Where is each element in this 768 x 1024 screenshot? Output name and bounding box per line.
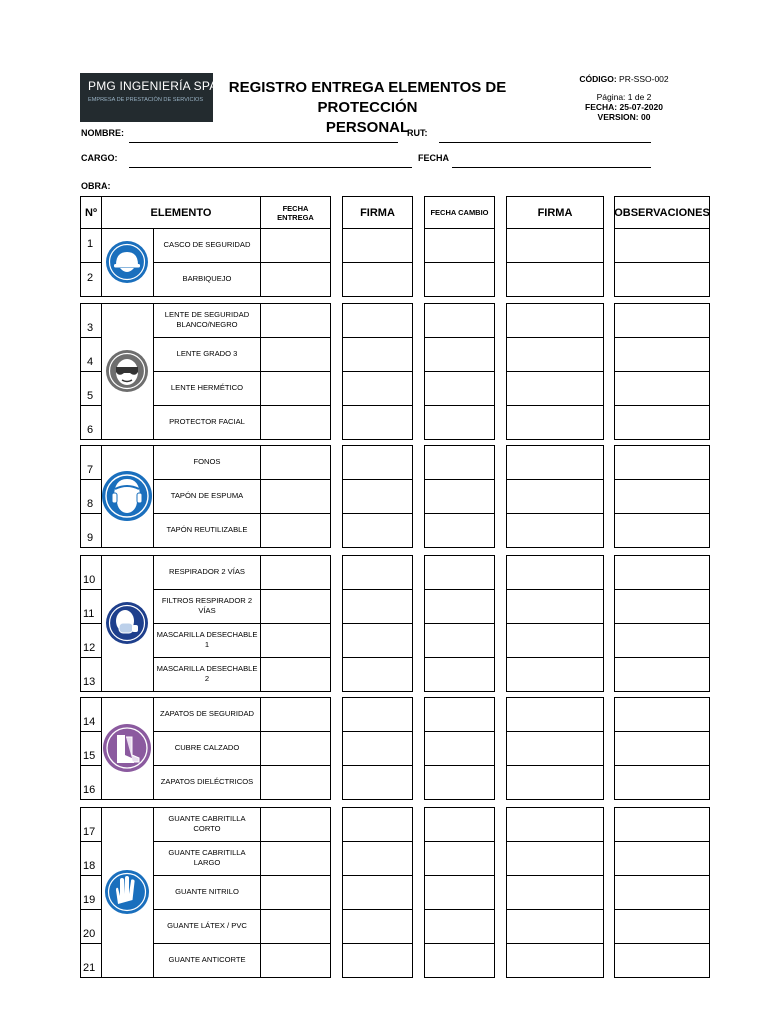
firma-cambio-cell[interactable]: [507, 556, 603, 589]
observaciones-cell[interactable]: [615, 624, 709, 657]
company-tagline: EMPRESA DE PRESTACIÓN DE SERVICIOS: [88, 97, 204, 103]
header-observaciones: OBSERVACIONES: [614, 196, 710, 229]
observaciones-cell[interactable]: [615, 766, 709, 799]
row-number: 6: [87, 424, 94, 436]
company-name: PMG INGENIERÍA SPA: [88, 79, 218, 93]
fecha-entrega-cell[interactable]: [261, 766, 330, 799]
fecha-cambio-cell[interactable]: [425, 263, 494, 296]
firma-cell[interactable]: [343, 876, 412, 909]
safety-boots-icon: [102, 723, 152, 778]
firma-cambio-cell[interactable]: [507, 698, 603, 731]
row-number: 12: [83, 642, 96, 654]
row-divider: [80, 513, 101, 514]
row-number: 4: [87, 356, 94, 368]
firma-cambio-cell[interactable]: [507, 624, 603, 657]
num-divider: [101, 807, 102, 977]
fecha-entrega-cell[interactable]: [261, 338, 330, 371]
fecha-cambio-cell[interactable]: [425, 229, 494, 262]
cargo-label: CARGO:: [81, 153, 118, 163]
firma-cambio-cell[interactable]: [507, 876, 603, 909]
fecha-entrega-cell[interactable]: [261, 698, 330, 731]
row-number: 1: [87, 238, 94, 250]
nombre-field[interactable]: [129, 142, 398, 143]
element-name: GUANTE CABRITILLA CORTO: [168, 814, 246, 833]
row-number: 17: [83, 826, 96, 838]
firma-cell[interactable]: [343, 263, 412, 296]
document-version: VERSION: 00: [597, 112, 651, 122]
row-divider: [80, 841, 101, 842]
fecha-cambio-cell[interactable]: [425, 514, 494, 547]
nombre-label: NOMBRE:: [81, 128, 124, 138]
row-divider: [80, 371, 101, 372]
firma-cell[interactable]: [343, 698, 412, 731]
fecha-entrega-cell[interactable]: [261, 590, 330, 623]
firma-cell[interactable]: [343, 808, 412, 841]
firma-cell[interactable]: [343, 732, 412, 765]
row-divider: [80, 479, 101, 480]
num-divider: [101, 555, 102, 691]
header-number: Nº: [80, 196, 102, 229]
row-number: 5: [87, 390, 94, 402]
fecha-cambio-cell[interactable]: [425, 372, 494, 405]
element-name: GUANTE NITRILO: [175, 887, 239, 896]
row-divider: [80, 657, 101, 658]
fecha-cambio-cell[interactable]: [425, 808, 494, 841]
fecha-cambio-cell[interactable]: [425, 842, 494, 875]
firma-cell[interactable]: [343, 842, 412, 875]
document-title: [195, 78, 540, 138]
fecha-cambio-cell[interactable]: [425, 766, 494, 799]
fecha-cambio-cell[interactable]: [425, 446, 494, 479]
fecha-cambio-cell[interactable]: [425, 338, 494, 371]
row-number: 16: [83, 784, 96, 796]
firma-cambio-cell[interactable]: [507, 480, 603, 513]
firma-cambio-cell[interactable]: [507, 229, 603, 262]
firma-cell[interactable]: [343, 446, 412, 479]
observaciones-cell[interactable]: [615, 876, 709, 909]
firma-cell[interactable]: [343, 658, 412, 691]
fecha-cambio-cell[interactable]: [425, 304, 494, 337]
element-name: LENTE GRADO 3: [176, 349, 238, 358]
row-divider: [80, 337, 101, 338]
row-divider: [80, 731, 101, 732]
observaciones-cell[interactable]: [615, 842, 709, 875]
safety-glasses-icon: [105, 349, 149, 398]
fecha-entrega-cell[interactable]: [261, 372, 330, 405]
fecha-entrega-cell[interactable]: [261, 304, 330, 337]
element-name: CASCO DE SEGURIDAD: [163, 240, 251, 249]
header-firma-1: FIRMA: [342, 196, 413, 229]
row-divider: [80, 405, 101, 406]
row-divider: [80, 875, 101, 876]
firma-cambio-cell[interactable]: [507, 372, 603, 405]
observaciones-cell[interactable]: [615, 338, 709, 371]
fecha-cambio-cell[interactable]: [425, 944, 494, 977]
row-divider: [80, 623, 101, 624]
firma-cell[interactable]: [343, 910, 412, 943]
element-name: MASCARILLA DESECHABLE 1: [156, 630, 258, 649]
element-name: FONOS: [193, 457, 221, 466]
row-number: 20: [83, 928, 96, 940]
firma-cambio-cell[interactable]: [507, 590, 603, 623]
row-number: 3: [87, 322, 94, 334]
fecha-entrega-cell[interactable]: [261, 480, 330, 513]
row-number: 21: [83, 962, 96, 974]
firma-cambio-cell[interactable]: [507, 842, 603, 875]
firma-cambio-cell[interactable]: [507, 766, 603, 799]
element-name: TAPÓN DE ESPUMA: [170, 491, 244, 500]
row-number: 13: [83, 676, 96, 688]
firma-cambio-cell[interactable]: [507, 514, 603, 547]
row-number: 8: [87, 498, 94, 510]
firma-cell[interactable]: [343, 480, 412, 513]
row-number: 18: [83, 860, 96, 872]
element-name: LENTE DE SEGURIDAD BLANCO/NEGRO: [164, 310, 250, 329]
fecha-entrega-cell[interactable]: [261, 876, 330, 909]
element-name: ZAPATOS DE SEGURIDAD: [159, 709, 255, 718]
fecha-cambio-cell[interactable]: [425, 698, 494, 731]
firma-cambio-cell[interactable]: [507, 808, 603, 841]
firma-cell[interactable]: [343, 944, 412, 977]
fecha-entrega-cell[interactable]: [261, 446, 330, 479]
row-number: 19: [83, 894, 96, 906]
fecha-cambio-cell[interactable]: [425, 406, 494, 439]
row-number: 9: [87, 532, 94, 544]
firma-cambio-cell[interactable]: [507, 304, 603, 337]
cargo-field[interactable]: [129, 167, 412, 168]
element-name: CUBRE CALZADO: [174, 743, 240, 752]
firma-cambio-cell[interactable]: [507, 338, 603, 371]
row-number: 15: [83, 750, 96, 762]
row-number: 7: [87, 464, 94, 476]
firma-cambio-cell[interactable]: [507, 658, 603, 691]
fecha-cambio-cell[interactable]: [425, 732, 494, 765]
firma-cell[interactable]: [343, 229, 412, 262]
firma-cell[interactable]: [343, 766, 412, 799]
firma-cell[interactable]: [343, 372, 412, 405]
safety-helmet-icon: [105, 240, 149, 289]
rut-field[interactable]: [439, 142, 651, 143]
fecha-entrega-cell[interactable]: [261, 406, 330, 439]
element-name: GUANTE LÁTEX / PVC: [167, 921, 247, 930]
header-fecha-entrega: FECHA ENTREGA: [260, 196, 331, 229]
element-name: GUANTE ANTICORTE: [168, 955, 246, 964]
observaciones-cell[interactable]: [615, 263, 709, 296]
observaciones-cell[interactable]: [615, 698, 709, 731]
observaciones-cell[interactable]: [615, 372, 709, 405]
firma-cell[interactable]: [343, 304, 412, 337]
header-fecha-cambio: FECHA CAMBIO: [424, 196, 495, 229]
fecha-entrega-cell[interactable]: [261, 944, 330, 977]
observaciones-cell[interactable]: [615, 808, 709, 841]
observaciones-cell[interactable]: [615, 406, 709, 439]
observaciones-cell[interactable]: [615, 590, 709, 623]
fecha-cambio-cell[interactable]: [425, 590, 494, 623]
row-number: 10: [83, 574, 96, 586]
fecha-entrega-cell[interactable]: [261, 514, 330, 547]
fecha-entrega-cell[interactable]: [261, 658, 330, 691]
observaciones-cell[interactable]: [615, 446, 709, 479]
num-divider: [101, 228, 102, 296]
element-name: BARBIQUEJO: [182, 274, 232, 283]
page-number: Página: 1 de 2: [596, 92, 652, 102]
obra-label: OBRA:: [81, 181, 111, 191]
fecha-entrega-cell[interactable]: [261, 229, 330, 262]
fecha-entrega-cell[interactable]: [261, 263, 330, 296]
rut-label: RUT:: [407, 128, 428, 138]
observaciones-cell[interactable]: [615, 514, 709, 547]
fecha-label: FECHA: [418, 153, 449, 163]
row-number: 2: [87, 272, 94, 284]
fecha-entrega-cell[interactable]: [261, 808, 330, 841]
num-divider: [101, 303, 102, 439]
safety-gloves-icon: [104, 866, 150, 923]
document-code: CÓDIGO: PR-SSO-002: [579, 74, 669, 84]
fecha-cambio-cell[interactable]: [425, 876, 494, 909]
element-name: TAPÓN REUTILIZABLE: [166, 525, 248, 534]
header-firma-2: FIRMA: [506, 196, 604, 229]
element-name: FILTROS RESPIRADOR 2 VÍAS: [161, 596, 253, 615]
document-meta: [572, 74, 676, 122]
observaciones-cell[interactable]: [615, 480, 709, 513]
row-number: 11: [83, 608, 95, 620]
fecha-cambio-cell[interactable]: [425, 624, 494, 657]
row-divider: [80, 909, 101, 910]
fecha-cambio-cell[interactable]: [425, 556, 494, 589]
observaciones-cell[interactable]: [615, 732, 709, 765]
respirator-icon: [105, 601, 149, 650]
firma-cell[interactable]: [343, 338, 412, 371]
fecha-cambio-cell[interactable]: [425, 480, 494, 513]
fecha-field[interactable]: [452, 167, 651, 168]
row-number: 14: [83, 716, 96, 728]
ear-protection-icon: [101, 465, 153, 532]
fecha-entrega-cell[interactable]: [261, 556, 330, 589]
row-divider: [80, 943, 101, 944]
company-logo: [80, 73, 218, 122]
title-line-2: PERSONAL: [325, 119, 410, 136]
row-divider: [80, 262, 101, 263]
element-name: LENTE HERMÉTICO: [170, 383, 244, 392]
firma-cambio-cell[interactable]: [507, 732, 603, 765]
fecha-entrega-cell[interactable]: [261, 842, 330, 875]
title-line-1: REGISTRO ENTREGA ELEMENTOS DE PROTECCIÓN: [228, 79, 507, 116]
firma-cambio-cell[interactable]: [507, 446, 603, 479]
observaciones-cell[interactable]: [615, 658, 709, 691]
observaciones-cell[interactable]: [615, 910, 709, 943]
fecha-cambio-cell[interactable]: [425, 658, 494, 691]
fecha-entrega-cell[interactable]: [261, 624, 330, 657]
firma-cambio-cell[interactable]: [507, 944, 603, 977]
firma-cell[interactable]: [343, 556, 412, 589]
element-name: RESPIRADOR 2 VÍAS: [169, 567, 245, 576]
firma-cell[interactable]: [343, 514, 412, 547]
firma-cambio-cell[interactable]: [507, 910, 603, 943]
element-name: ZAPATOS DIELÉCTRICOS: [160, 777, 254, 786]
fecha-entrega-cell[interactable]: [261, 732, 330, 765]
element-name: MASCARILLA DESECHABLE 2: [156, 664, 258, 683]
firma-cell[interactable]: [343, 406, 412, 439]
firma-cell[interactable]: [343, 624, 412, 657]
firma-cambio-cell[interactable]: [507, 406, 603, 439]
header-elemento: ELEMENTO: [101, 196, 261, 229]
firma-cambio-cell[interactable]: [507, 263, 603, 296]
fecha-cambio-cell[interactable]: [425, 910, 494, 943]
row-divider: [80, 589, 101, 590]
observaciones-cell[interactable]: [615, 229, 709, 262]
element-name: GUANTE CABRITILLA LARGO: [168, 848, 246, 867]
element-name: PROTECTOR FACIAL: [169, 417, 245, 426]
firma-cell[interactable]: [343, 590, 412, 623]
observaciones-cell[interactable]: [615, 304, 709, 337]
observaciones-cell[interactable]: [615, 556, 709, 589]
row-divider: [80, 765, 101, 766]
document-date: FECHA: 25-07-2020: [585, 102, 663, 112]
observaciones-cell[interactable]: [615, 944, 709, 977]
fecha-entrega-cell[interactable]: [261, 910, 330, 943]
